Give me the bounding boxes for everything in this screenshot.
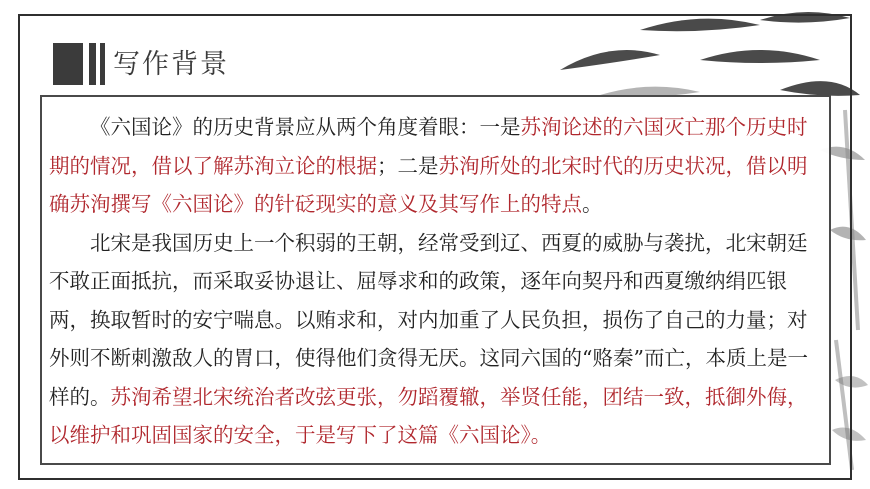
- paragraph-1: [49, 108, 827, 224]
- page-title: 写作背景: [113, 49, 229, 80]
- frame-left-line: [18, 14, 20, 480]
- p2-text-1: 北宋是我国历史上一个积弱的王朝，经常受到辽、西夏的威胁与袭扰，北宋朝廷不敢正面抵抗，而采取妥协退让、屈辱求和的政策，逐年向契丹和西夏缴纳绢匹银两，换取暂时的安宁喘息。以贿求和，对内加重了人民负担，损伤了自己的力量；对外则不断刺激敌人的胃口，使得他们贪得无厌。这同六国的“赂秦”而亡，本质上是一样的。: [49, 230, 808, 409]
- p1-emphasis-2: 苏洵所处的北宋时代的历史状况，借以明确苏洵撰写《六国论》的针砭现实的意义及其写作上的特点: [49, 153, 808, 216]
- title-bar-medium: [89, 43, 96, 85]
- p1-emphasis-1: 苏洵论述的六国灭亡那个历史时期的情况，借以了解苏洵立论的根据: [49, 115, 808, 178]
- content-text: [49, 108, 827, 455]
- p1-text-1: 《六国论》的历史背景应从两个角度着眼：一是: [90, 115, 521, 139]
- frame-top-line: [18, 14, 852, 16]
- paragraph-2: [49, 224, 827, 455]
- frame-right-line: [850, 14, 852, 480]
- p2-emphasis-1: 苏洵希望北宋统治者改弦更张，勿蹈覆辙，举贤任能，团结一致，抵御外侮，以维护和巩固国家的安全，于是写下了这篇《六国论》。: [49, 384, 808, 447]
- title-bar-thin: [100, 43, 105, 85]
- title-bars-icon: [53, 43, 105, 85]
- p1-text-2: ；二是: [377, 153, 439, 178]
- p1-text-3: 。: [582, 192, 603, 216]
- title-bar-wide: [53, 43, 83, 85]
- frame-bottom-line: [18, 478, 852, 480]
